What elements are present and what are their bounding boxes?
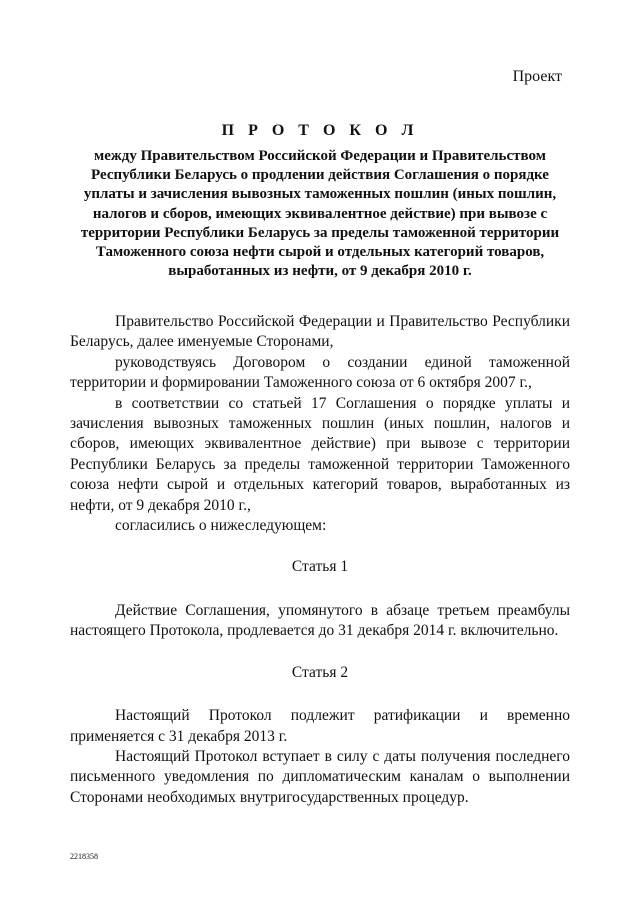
article-1-heading: Статья 1 — [291, 558, 349, 576]
article-2-paragraph-2: Настоящий Протокол вступает в силу с даты получения последнего письменного уведомления по дипломатическим каналам о выполнении Сторонами необходимых внутригосударственных процедур. — [70, 747, 570, 806]
preamble-paragraph-3: в соответствии со статьей 17 Соглашения о порядке уплаты и зачисления вывозных таможенных пошлин (иных пошлин, налогов и сборов, имеющих эквивалентное действие) при вывозе с территории Республики Беларусь за пределы таможенной территории Таможенного союза нефти сырой и отдельных категорий товаров, выработанных из нефти, от 9 декабря 2010 г., — [70, 394, 570, 514]
article-2-paragraph-1: Настоящий Протокол подлежит ратификации и временно применяется с 31 декабря 2013 г. — [70, 707, 570, 745]
footer-document-code: 2218358 — [70, 852, 98, 861]
article-1-paragraph-1: Действие Соглашения, упомянутого в абзаце третьем преамбулы настоящего Протокола, продлевается до 31 декабря 2014 г. включительно. — [70, 601, 570, 640]
draft-label: Проект — [512, 68, 562, 85]
preamble-paragraph-2: руководствуясь Договором о создании единой таможенной территории и формировании Таможенного союза от 6 октября 2007 г., — [70, 353, 570, 392]
article-2-heading: Статья 2 — [291, 663, 349, 681]
document-body — [70, 312, 570, 808]
preamble-paragraph-1: Правительство Российской Федерации и Правительство Республики Беларусь, далее именуемые Сторонами, — [70, 313, 570, 351]
document-subtitle: между Правительством Российской Федерации и Правительством Республики Беларусь о продлении действия Соглашения о порядке уплаты и зачисления вывозных таможенных пошлин (иных пошлин, налогов и сборов, имеющих эквивалентное действие) при вывозе с территории Республики Беларусь за пределы таможенной территории Таможенного союза нефти сырой и отдельных категорий товаров, выработанных из нефти, от 9 декабря 2010 г. — [80, 148, 560, 280]
document-title: П Р О Т О К О Л — [221, 122, 419, 139]
preamble-paragraph-4: согласились о нижеследующем: — [115, 517, 327, 535]
